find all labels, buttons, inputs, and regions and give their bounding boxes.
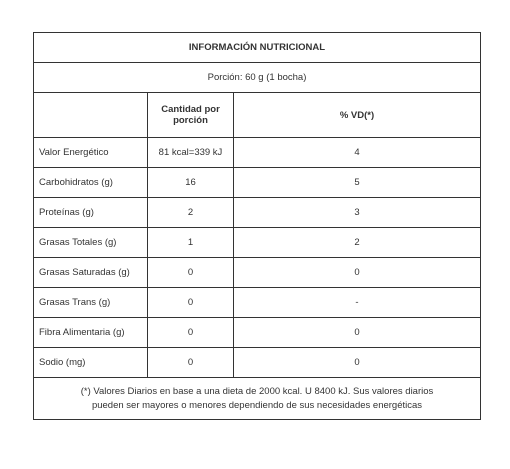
table-row — [34, 318, 481, 348]
nutrient-quantity: 0 — [148, 288, 234, 318]
portion-size: Porción: 60 g (1 bocha) — [34, 63, 481, 93]
nutrient-name: Valor Energético — [34, 138, 148, 168]
table-row — [34, 348, 481, 378]
table-row — [34, 258, 481, 288]
nutrient-quantity: 2 — [148, 198, 234, 228]
nutrient-vd: 0 — [234, 348, 481, 378]
footnote-line-2: pueden ser mayores o menores dependiendo de sus necesidades energéticas — [91, 399, 423, 411]
nutrient-name: Sodio (mg) — [34, 348, 148, 378]
header-quantity: Cantidad por porción — [148, 93, 234, 138]
table-row — [34, 168, 481, 198]
nutrient-vd: - — [234, 288, 481, 318]
nutrient-vd: 0 — [234, 258, 481, 288]
nutrient-quantity: 0 — [148, 318, 234, 348]
nutrient-quantity: 81 kcal=339 kJ — [148, 138, 234, 168]
footnote-row — [34, 378, 481, 420]
nutrient-name: Fibra Alimentaria (g) — [34, 318, 148, 348]
portion-row — [34, 63, 481, 93]
nutrient-vd: 0 — [234, 318, 481, 348]
nutrient-quantity: 1 — [148, 228, 234, 258]
footnote — [34, 378, 481, 420]
table-row — [34, 198, 481, 228]
footnote-line-1: (*) Valores Diarios en base a una dieta de 2000 kcal. U 8400 kJ. Sus valores diarios — [80, 385, 434, 397]
header-vd: % VD(*) — [234, 93, 481, 138]
nutrient-quantity: 0 — [148, 348, 234, 378]
nutrient-name: Grasas Totales (g) — [34, 228, 148, 258]
header-blank-cell — [34, 93, 148, 138]
table-title: INFORMACIÓN NUTRICIONAL — [34, 33, 481, 63]
header-row — [34, 93, 481, 138]
nutrient-name: Carbohidratos (g) — [34, 168, 148, 198]
nutrient-vd: 5 — [234, 168, 481, 198]
nutrient-name: Grasas Saturadas (g) — [34, 258, 148, 288]
table-row — [34, 288, 481, 318]
nutrition-facts-table — [33, 32, 481, 420]
table-row — [34, 138, 481, 168]
table-row — [34, 228, 481, 258]
nutrient-quantity: 0 — [148, 258, 234, 288]
nutrient-quantity: 16 — [148, 168, 234, 198]
nutrient-vd: 4 — [234, 138, 481, 168]
title-row — [34, 33, 481, 63]
nutrient-name: Grasas Trans (g) — [34, 288, 148, 318]
nutrient-vd: 2 — [234, 228, 481, 258]
nutrient-vd: 3 — [234, 198, 481, 228]
nutrient-name: Proteínas (g) — [34, 198, 148, 228]
